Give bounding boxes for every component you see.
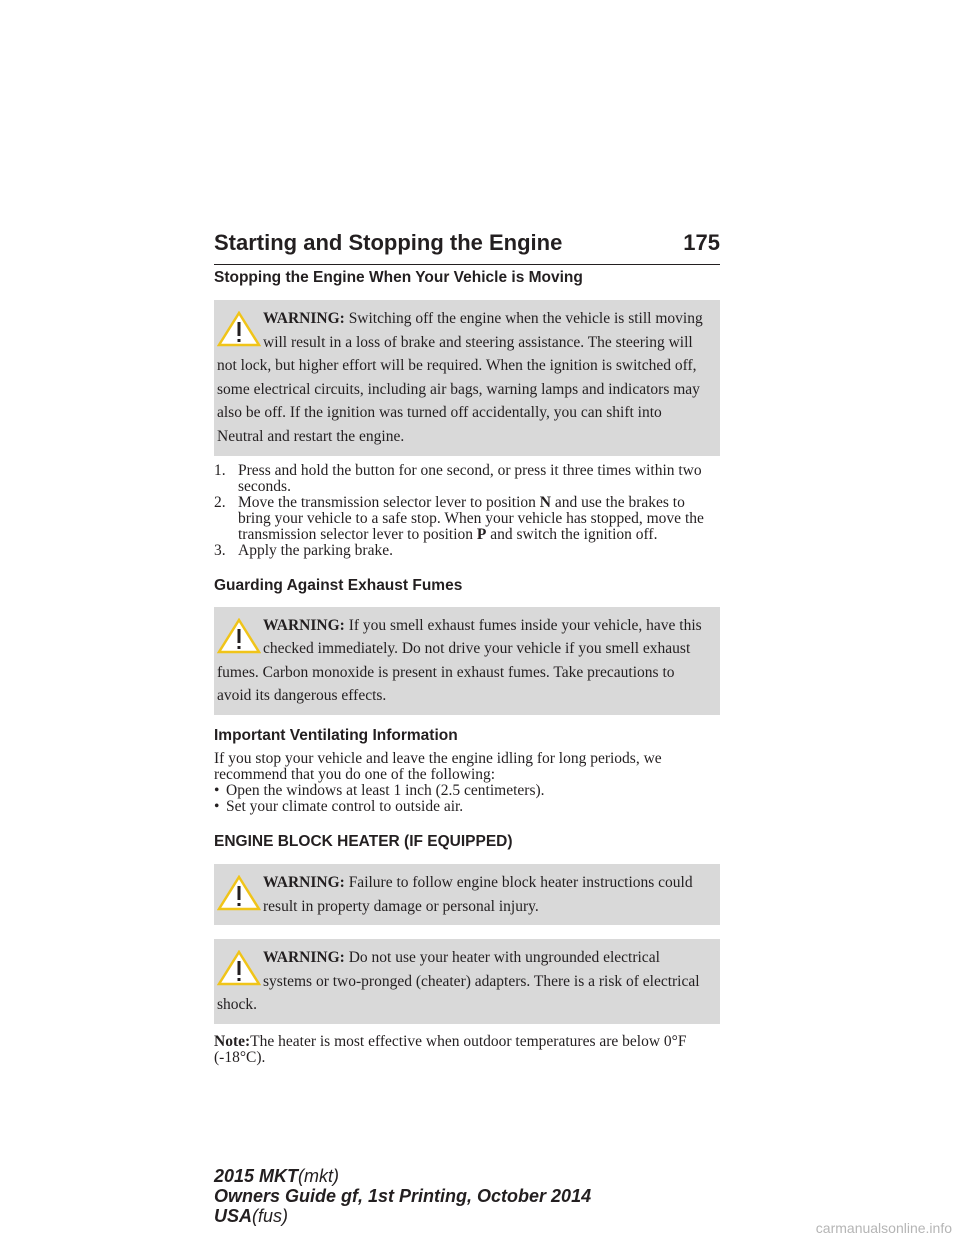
footer-line-2: Owners Guide gf, 1st Printing, October 2014: [214, 1186, 592, 1206]
ventilating-body: [214, 751, 720, 815]
note-text: The heater is most effective when outdoor temperatures are below 0°F (-18°C).: [214, 1032, 687, 1066]
model-code: (mkt): [298, 1166, 340, 1186]
warning-box: [214, 939, 720, 1024]
page-content: [214, 268, 720, 1066]
warning-box: [214, 607, 720, 715]
list-item: [214, 463, 720, 495]
page-footer: [214, 1166, 591, 1226]
warning-text: Do not use your heater with ungrounded electrical systems or two-pronged (cheater) adapters. There is a risk of electrical shock.: [217, 949, 700, 1014]
warning-box: [214, 300, 720, 456]
bullet-text: Open the windows at least 1 inch (2.5 centimeters).: [226, 781, 545, 799]
list-item: [214, 543, 720, 559]
warning-label: WARNING:: [263, 873, 345, 891]
warning-label: WARNING:: [263, 616, 345, 634]
step-text: and switch the ignition off.: [486, 525, 658, 543]
watermark: carmanualsonline.info: [815, 1220, 952, 1236]
warning-text: Failure to follow engine block heater instructions could result in property damage or personal injury.: [263, 873, 693, 915]
bullet-text: Set your climate control to outside air.: [226, 797, 464, 815]
warning-triangle-icon: [217, 618, 261, 654]
warning-text: Switching off the engine when the vehicle is still moving will result in a loss of brake and steering assistance. The steering will not lock, but higher effort will be required. When the ignition is switched off, some electrical circuits, including air bags, warning lamps and indicators may also be off. If the ignition was turned off accidentally, you can shift into Neutral and restart the engine.: [217, 310, 703, 445]
bullet-icon: •: [214, 781, 220, 799]
step-number: 2.: [214, 493, 226, 511]
warning-triangle-icon: [217, 875, 261, 911]
step-text: Press and hold the button for one second, or press it three times within two seconds.: [238, 461, 702, 495]
market-code: (fus): [252, 1206, 289, 1226]
page-number: 175: [683, 230, 720, 255]
warning-box: [214, 864, 720, 925]
chapter-title: Starting and Stopping the Engine: [214, 230, 563, 255]
position-n: N: [539, 493, 551, 511]
intro-paragraph: If you stop your vehicle and leave the engine idling for long periods, we recommend that you do one of the following:: [214, 749, 662, 783]
step-text: Apply the parking brake.: [238, 541, 393, 559]
position-p: P: [476, 525, 487, 543]
model-name: 2015 MKT: [214, 1166, 299, 1186]
warning-triangle-icon: [217, 311, 261, 347]
list-item: [214, 799, 720, 815]
warning-triangle-icon: [217, 950, 261, 986]
footer-line-1: [214, 1166, 591, 1186]
list-item: [214, 783, 720, 799]
section-heading-stopping: Stopping the Engine When Your Vehicle is Moving: [214, 269, 583, 286]
step-text: and use the brakes to bring your vehicle to a safe stop. When your vehicle has stopped, move the transmission selector lever to position: [238, 493, 704, 543]
warning-label: WARNING:: [263, 310, 345, 327]
step-text: Move the transmission selector lever to position: [238, 493, 540, 511]
steps-list: [214, 463, 720, 559]
step-number: 3.: [214, 541, 226, 559]
footer-line-3: [214, 1206, 591, 1226]
bullet-icon: •: [214, 797, 220, 815]
section-heading-ventilating: Important Ventilating Information: [214, 726, 458, 744]
warning-label: WARNING:: [263, 949, 345, 967]
list-item: [214, 495, 720, 543]
warning-text: If you smell exhaust fumes inside your vehicle, have this checked immediately. Do not drive your vehicle if you smell exhaust fumes. Carbon monoxide is present in exhaust fumes. Take precautions to avoid its dangerous effects.: [217, 616, 702, 705]
note-paragraph: [214, 1034, 720, 1066]
section-heading-exhaust: Guarding Against Exhaust Fumes: [214, 576, 463, 594]
note-label: Note:: [214, 1032, 251, 1050]
market-name: USA: [214, 1206, 253, 1226]
section-heading-block-heater: ENGINE BLOCK HEATER (IF EQUIPPED): [214, 832, 513, 850]
page-header: [214, 228, 720, 265]
step-number: 1.: [214, 461, 226, 479]
